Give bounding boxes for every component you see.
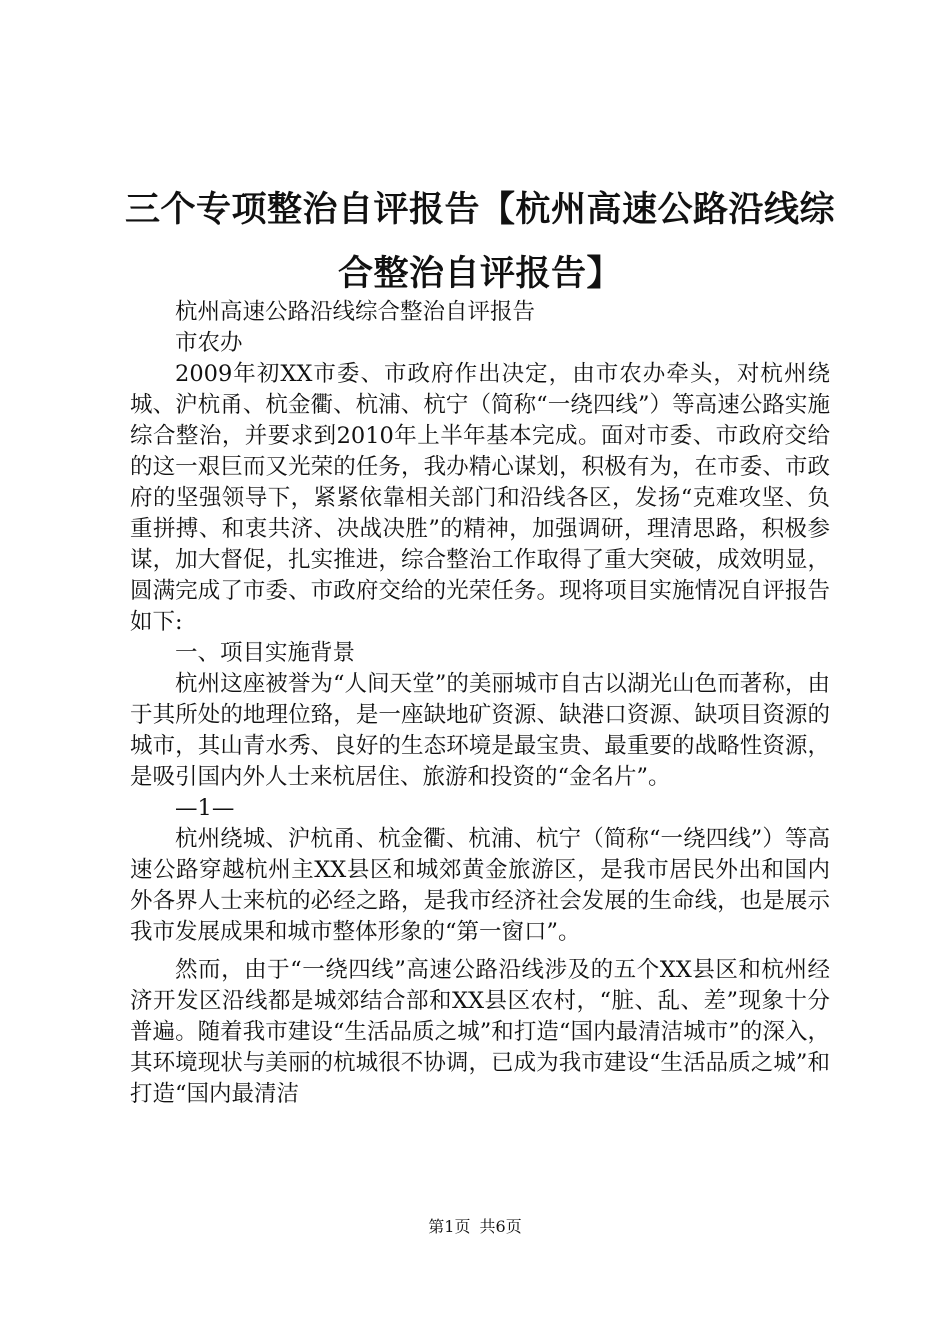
title-line-1: 三个专项整治自评报告【杭州高速公路沿线综 <box>124 189 835 230</box>
background-paragraph: 杭州这座被誉为“人间天堂”的美丽城市自古以湖光山色而著称，由于其所处的地理位臵，是一座缺地矿资源、缺港口资源、缺项目资源的城市，其山青水秀、良好的生态环境是最宝贵、最重要的战略性资源，是吸引国内外人士来杭居住、旅游和投资的“金名片”。 <box>130 671 830 790</box>
document-body <box>130 297 830 1110</box>
title-line-2: 合整治自评报告】 <box>337 253 622 294</box>
problem-paragraph: 然而，由于“一绕四线”高速公路沿线涉及的五个XX县区和杭州经济开发区沿线都是城郊结合部和XX县区农村，“脏、乱、差”现象十分普遍。随着我市建设“生活品质之城”和打造“国内最清洁城市”的深入，其环境现状与美丽的杭城很不协调，已成为我市建设“生活品质之城”和打造“国内最清洁 <box>130 957 830 1107</box>
author-line: 市农办 <box>175 330 243 356</box>
page-marker: —1— <box>175 795 235 821</box>
highway-paragraph: 杭州绕城、沪杭甬、杭金衢、杭浦、杭宁（简称“一绕四线”）等高速公路穿越杭州主XX县区和城郊黄金旅游区，是我市居民外出和国内外各界人士来杭的必经之路，是我市经济社会发展的生命线，也是展示我市发展成果和城市整体形象的“第一窗口”。 <box>130 826 830 945</box>
section-heading: 一、项目实施背景 <box>175 640 356 666</box>
page-footer: 第1页 共6页 <box>428 1217 522 1236</box>
document-title <box>110 178 850 306</box>
report-subtitle: 杭州高速公路沿线综合整治自评报告 <box>175 299 536 325</box>
intro-paragraph: 2009年初XX市委、市政府作出决定，由市农办牵头，对杭州绕城、沪杭甬、杭金衢、杭浦、杭宁（简称“一绕四线”）等高速公路实施综合整治，并要求到2010年上半年基本完成。面对市委、市政府交给的这一艰巨而又光荣的任务，我办精心谋划，积极有为，在市委、市政府的坚强领导下，紧紧依靠相关部门和沿线各区，发扬“克难攻坚、负重拼搏、和衷共济、决战决胜”的精神，加强调研，理清思路，积极参谋，加大督促，扎实推进，综合整治工作取得了重大突破，成效明显，圆满完成了市委、市政府交给的光荣任务。现将项目实施情况自评报告如下: <box>130 361 830 635</box>
